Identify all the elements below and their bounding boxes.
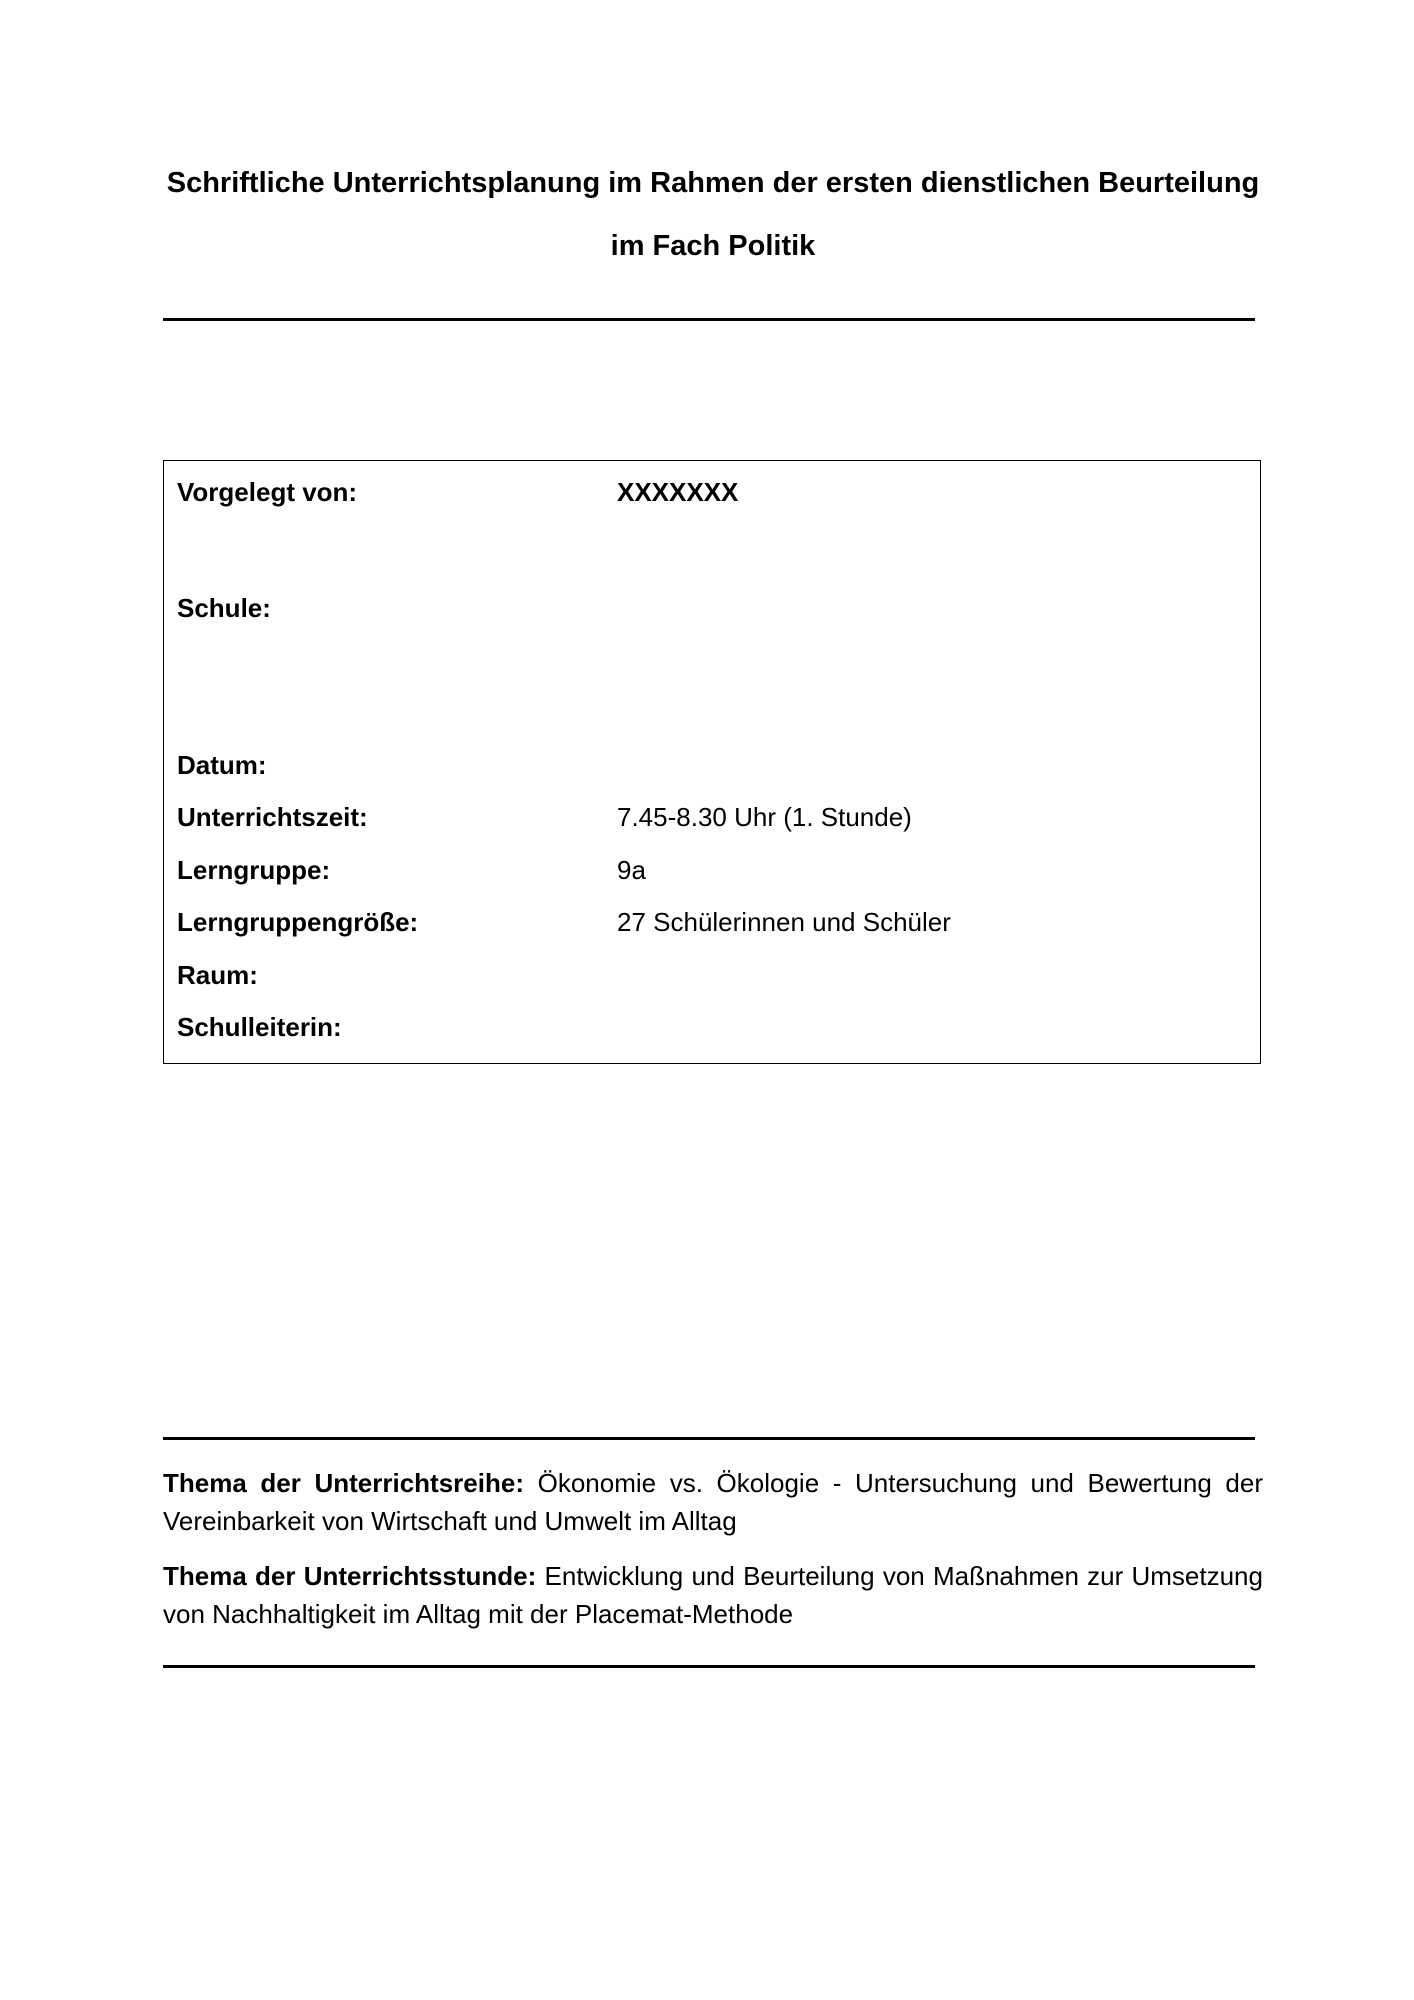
series-topic bbox=[163, 1464, 1263, 1540]
submitted-by-label: Vorgelegt von: bbox=[177, 477, 358, 507]
group-size-label: Lerngruppengröße: bbox=[177, 907, 419, 937]
info-box bbox=[163, 460, 1261, 1064]
lesson-topic-label: Thema der Unterrichtsstunde: bbox=[163, 1561, 537, 1591]
room-label: Raum: bbox=[177, 960, 258, 990]
lesson-time-label: Unterrichtszeit: bbox=[177, 802, 368, 832]
learning-group-label: Lerngruppe: bbox=[177, 855, 331, 885]
lesson-time-value: 7.45-8.30 Uhr (1. Stunde) bbox=[617, 802, 912, 832]
submitted-by-value: XXXXXXX bbox=[617, 477, 739, 507]
lesson-topic-text: Entwicklung und Beurteilung von Maßnahmen zur Umsetzung von Nachhaltigkeit im Alltag mit der Placemat-Methode bbox=[163, 1561, 1263, 1629]
lesson-topic bbox=[163, 1557, 1263, 1633]
horizontal-rule-middle bbox=[163, 1437, 1255, 1440]
horizontal-rule-bottom bbox=[163, 1665, 1255, 1668]
series-topic-text: Ökonomie vs. Ökologie - Untersuchung und Bewertung der Vereinbarkeit von Wirtschaft und Umwelt im Alltag bbox=[163, 1468, 1263, 1536]
series-topic-label: Thema der Unterrichtsreihe: bbox=[163, 1468, 524, 1498]
document-subtitle: im Fach Politik bbox=[610, 230, 816, 262]
principal-label: Schulleiterin: bbox=[177, 1012, 342, 1042]
school-label: Schule: bbox=[177, 593, 271, 623]
group-size-value: 27 Schülerinnen und Schüler bbox=[617, 907, 951, 937]
document-title: Schriftliche Unterrichtsplanung im Rahmen der ersten dienstlichen Beurteilung bbox=[166, 167, 1260, 199]
date-label: Datum: bbox=[177, 750, 267, 780]
learning-group-value: 9a bbox=[617, 855, 646, 885]
horizontal-rule-top bbox=[163, 318, 1255, 321]
